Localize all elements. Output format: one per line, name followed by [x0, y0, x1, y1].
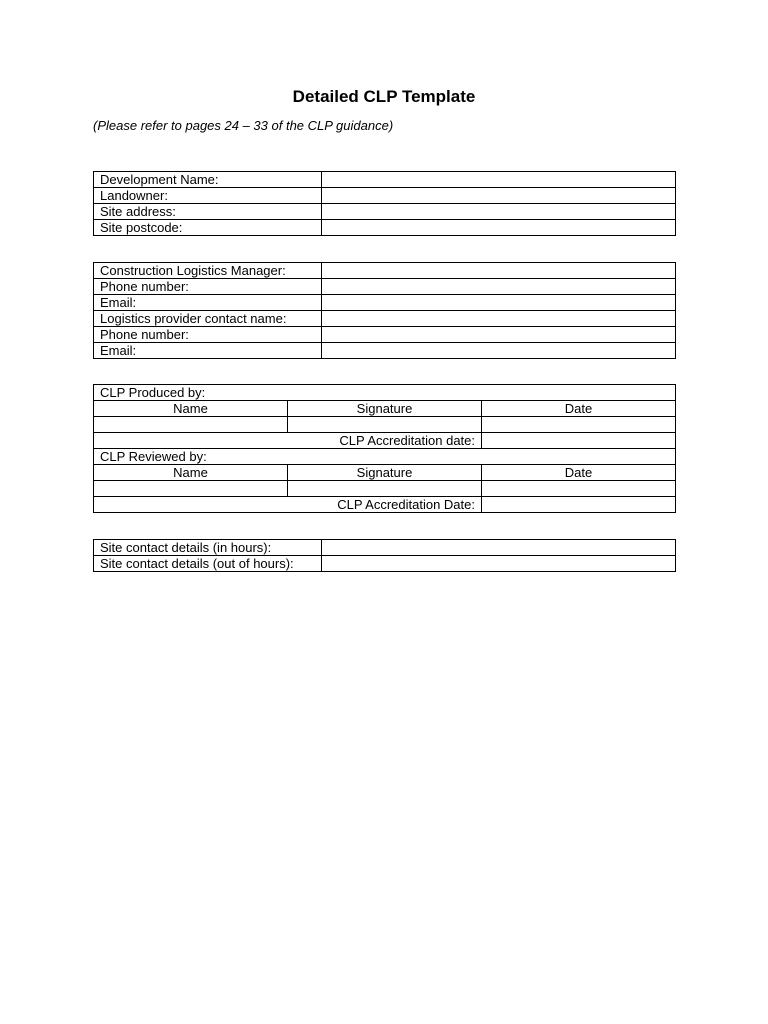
development-name-field[interactable] — [322, 172, 676, 188]
table-row — [94, 556, 676, 572]
logistics-contacts-table — [93, 262, 676, 359]
development-details-table — [93, 171, 676, 236]
manager-email-label: Email: — [94, 295, 322, 311]
table-row — [94, 188, 676, 204]
produced-signature-field[interactable] — [288, 417, 482, 433]
table-row — [94, 497, 676, 513]
produced-signature-header: Signature — [288, 401, 482, 417]
produced-date-header: Date — [482, 401, 676, 417]
table-row — [94, 401, 676, 417]
table-row — [94, 417, 676, 433]
contact-out-of-hours-label: Site contact details (out of hours): — [94, 556, 322, 572]
reviewed-name-header: Name — [94, 465, 288, 481]
document-subtitle: (Please refer to pages 24 – 33 of the CLP guidance) — [93, 118, 394, 133]
provider-phone-label: Phone number: — [94, 327, 322, 343]
produced-accreditation-field[interactable] — [482, 433, 676, 449]
contact-in-hours-label: Site contact details (in hours): — [94, 540, 322, 556]
table-row — [94, 172, 676, 188]
produced-name-field[interactable] — [94, 417, 288, 433]
reviewed-signature-field[interactable] — [288, 481, 482, 497]
table-row — [94, 311, 676, 327]
produced-date-field[interactable] — [482, 417, 676, 433]
clp-produced-heading: CLP Produced by: — [94, 385, 676, 401]
contact-in-hours-field[interactable] — [322, 540, 676, 556]
table-row — [94, 385, 676, 401]
reviewed-date-header: Date — [482, 465, 676, 481]
logistics-manager-field[interactable] — [322, 263, 676, 279]
reviewed-date-field[interactable] — [482, 481, 676, 497]
landowner-field[interactable] — [322, 188, 676, 204]
table-row — [94, 540, 676, 556]
table-row — [94, 220, 676, 236]
table-row — [94, 433, 676, 449]
table-row — [94, 327, 676, 343]
provider-email-label: Email: — [94, 343, 322, 359]
clp-reviewed-heading: CLP Reviewed by: — [94, 449, 676, 465]
landowner-label: Landowner: — [94, 188, 322, 204]
table-row — [94, 279, 676, 295]
reviewed-accreditation-field[interactable] — [482, 497, 676, 513]
table-row — [94, 263, 676, 279]
provider-email-field[interactable] — [322, 343, 676, 359]
site-contact-table — [93, 539, 676, 572]
produced-accreditation-label: CLP Accreditation date: — [94, 433, 482, 449]
table-row — [94, 343, 676, 359]
produced-name-header: Name — [94, 401, 288, 417]
reviewed-name-field[interactable] — [94, 481, 288, 497]
reviewed-accreditation-label: CLP Accreditation Date: — [94, 497, 482, 513]
reviewed-signature-header: Signature — [288, 465, 482, 481]
table-row — [94, 449, 676, 465]
contact-out-of-hours-field[interactable] — [322, 556, 676, 572]
provider-phone-field[interactable] — [322, 327, 676, 343]
table-row — [94, 481, 676, 497]
site-postcode-label: Site postcode: — [94, 220, 322, 236]
manager-email-field[interactable] — [322, 295, 676, 311]
clp-signoff-table — [93, 384, 676, 513]
development-name-label: Development Name: — [94, 172, 322, 188]
logistics-manager-label: Construction Logistics Manager: — [94, 263, 322, 279]
manager-phone-field[interactable] — [322, 279, 676, 295]
site-address-label: Site address: — [94, 204, 322, 220]
site-address-field[interactable] — [322, 204, 676, 220]
provider-contact-label: Logistics provider contact name: — [94, 311, 322, 327]
table-row — [94, 465, 676, 481]
document-title: Detailed CLP Template — [292, 87, 476, 106]
table-row — [94, 295, 676, 311]
table-row — [94, 204, 676, 220]
provider-contact-field[interactable] — [322, 311, 676, 327]
site-postcode-field[interactable] — [322, 220, 676, 236]
manager-phone-label: Phone number: — [94, 279, 322, 295]
